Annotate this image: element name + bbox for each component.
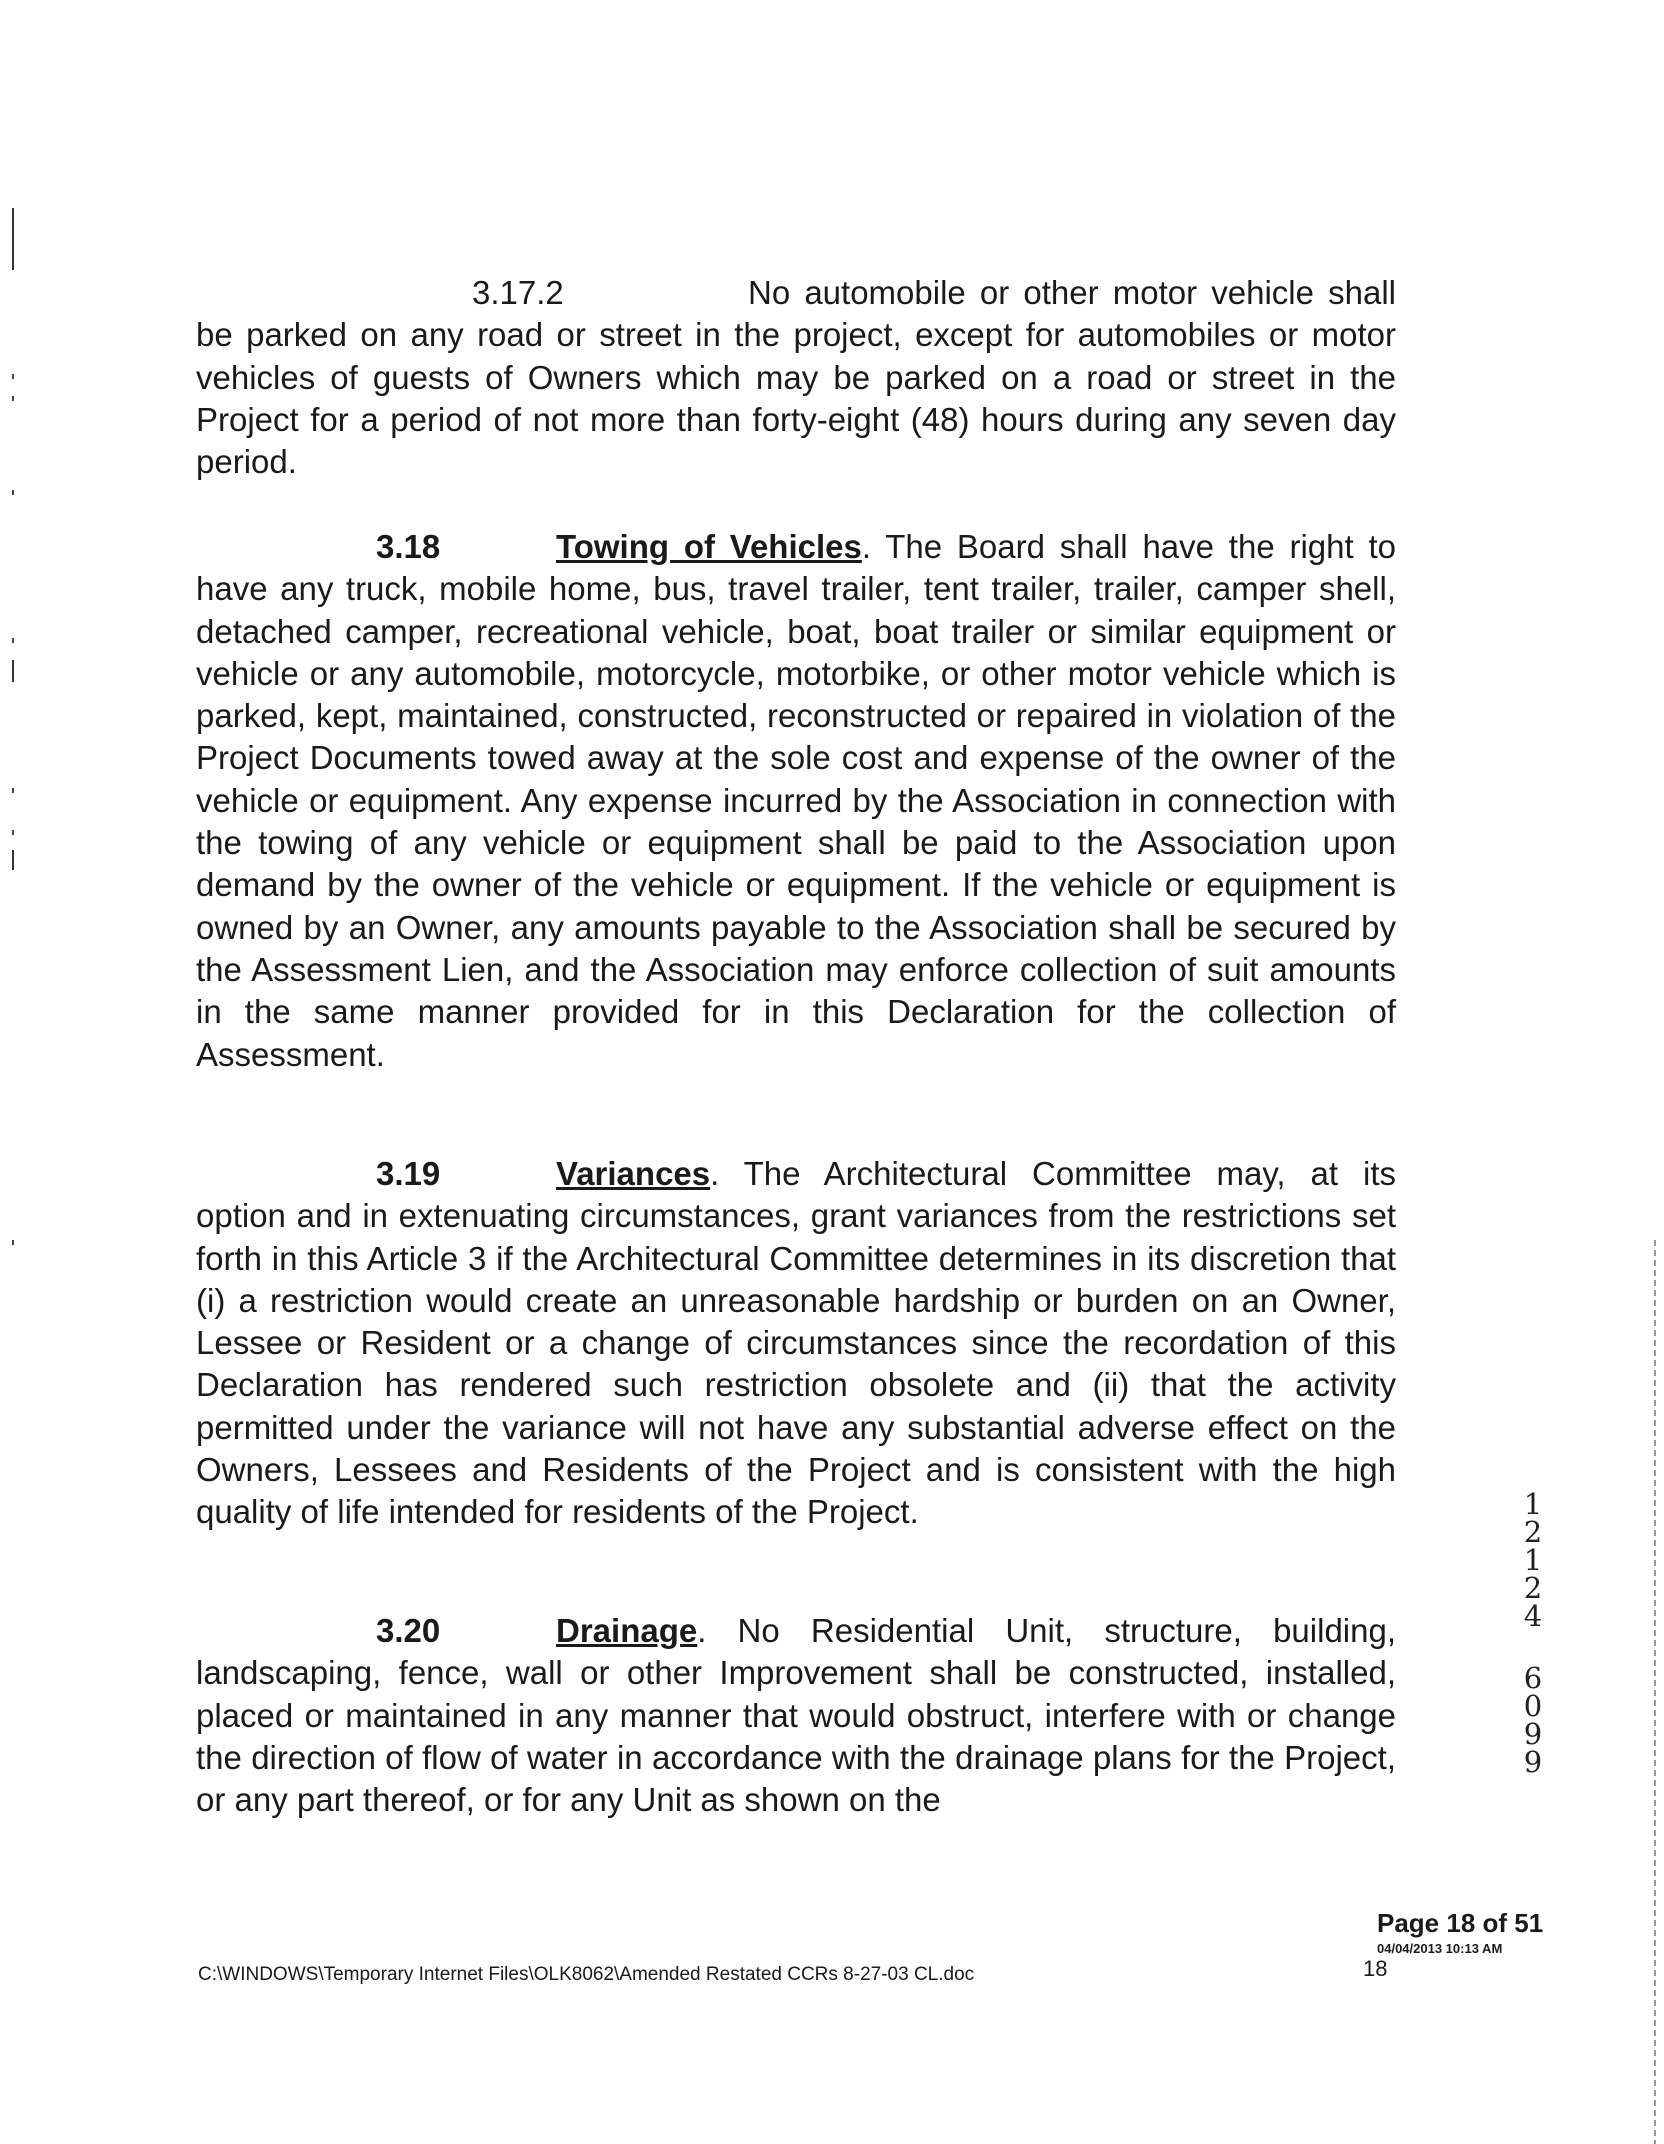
scan-edge [1654, 1240, 1656, 2144]
file-path: C:\WINDOWS\Temporary Internet Files\OLK8062\Amended Restated CCRs 8-27-03 CL.doc [198, 1964, 975, 1985]
recording-digit: 9 [1523, 1717, 1543, 1751]
scan-artifact [12, 830, 14, 835]
section-paragraph [196, 526, 1396, 1076]
scan-artifact [12, 208, 14, 270]
scan-artifact [12, 660, 14, 682]
section-first-line: No automobile or other motor vehicle [748, 274, 1314, 311]
section-title: Drainage [556, 1612, 698, 1649]
recording-digit: 6 [1523, 1661, 1543, 1695]
scan-artifact [12, 396, 14, 401]
page-number: 18 [1363, 1956, 1388, 1981]
scan-artifact [12, 374, 14, 379]
recording-digit: 1 [1523, 1487, 1543, 1521]
recording-digit: 0 [1523, 1689, 1543, 1723]
section-3-18 [196, 526, 1396, 1076]
section-paragraph [196, 1610, 1396, 1821]
scan-artifact [12, 638, 14, 643]
recording-digit: 4 [1523, 1599, 1543, 1633]
recording-digit: 9 [1523, 1745, 1543, 1779]
section-3-19 [196, 1153, 1396, 1534]
section-title: Variances [556, 1155, 711, 1192]
recording-number [1518, 1487, 1548, 1779]
recording-digit: 2 [1523, 1571, 1543, 1605]
scan-artifact [12, 788, 14, 793]
section-3-17-2 [196, 272, 1396, 483]
section-paragraph [196, 1153, 1396, 1534]
scan-artifact [12, 850, 14, 870]
section-title: Towing of Vehicles [556, 528, 862, 565]
recording-digit: 2 [1523, 1515, 1543, 1549]
section-body: . The Architectural Committee may, at its option and in extenuating circumstances, grant variances from the restrictions set forth in this Article 3 if the Architectural Committee determines in its discretion that (i) a restriction would create an unreasonable hardship or burden on an Owner, Lessee or Resident or a change of circumstances since the recordation of this Declaration has rendered such restriction obsolete and (ii) that the activity permitted under the variance will not have any substantial adverse effect on the Owners, Lessees and Residents of the Project and is consistent with the high quality of life intended for residents of the Project. [196, 1155, 1396, 1531]
section-number: 3.19 [376, 1155, 441, 1192]
recording-gap [1518, 1630, 1548, 1664]
print-timestamp: 04/04/2013 10:13 AM [1377, 1941, 1503, 1956]
section-body: . The Board shall have the right to have any truck, mobile home, bus, travel trailer, tent trailer, trailer, camper shell, detached camper, recreational vehicle, boat, boat trailer or similar equipment or vehicle or any automobile, motorcycle, motorbike, or other motor vehicle which is parked, kept, maintained, constructed, reconstructed or repaired in violation of the Project Documents towed away at the sole cost and expense of the owner of the vehicle or equipment. Any expense incurred by the Association in connection with the towing of any vehicle or equipment shall be paid to the Association upon demand by the owner of the vehicle or equipment. If the vehicle or equipment is owned by an Owner, any amounts payable to the Association shall be secured by the Assessment Lien, and the Association may enforce collection of suit amounts in the same manner provided for in this Declaration for the collection of Assessment. [196, 528, 1396, 1073]
section-number: 3.20 [376, 1612, 441, 1649]
section-number: 3.18 [376, 528, 441, 565]
recording-digit: 1 [1523, 1543, 1543, 1577]
section-body: shall be parked on any road or street in the project, except for automobiles or motor vehicles of guests of Owners which may be parked on a road or street in the Project for a period of not more than forty-eight (48) hours during any seven day period. [196, 274, 1397, 481]
section-3-20 [196, 1610, 1396, 1821]
scan-artifact [12, 490, 14, 495]
section-body: . No Residential Unit, structure, building, landscaping, fence, wall or other Improvement shall be constructed, installed, placed or maintained in any manner that would obstruct, interfere with or change the direction of flow of water in accordance with the drainage plans for the Project, or any part thereof, or for any Unit as shown on the [196, 1612, 1396, 1819]
section-paragraph [196, 272, 1396, 483]
page-label: Page 18 of 51 [1377, 1908, 1544, 1938]
scan-artifact [12, 1240, 14, 1245]
section-number: 3.17.2 [472, 274, 564, 311]
